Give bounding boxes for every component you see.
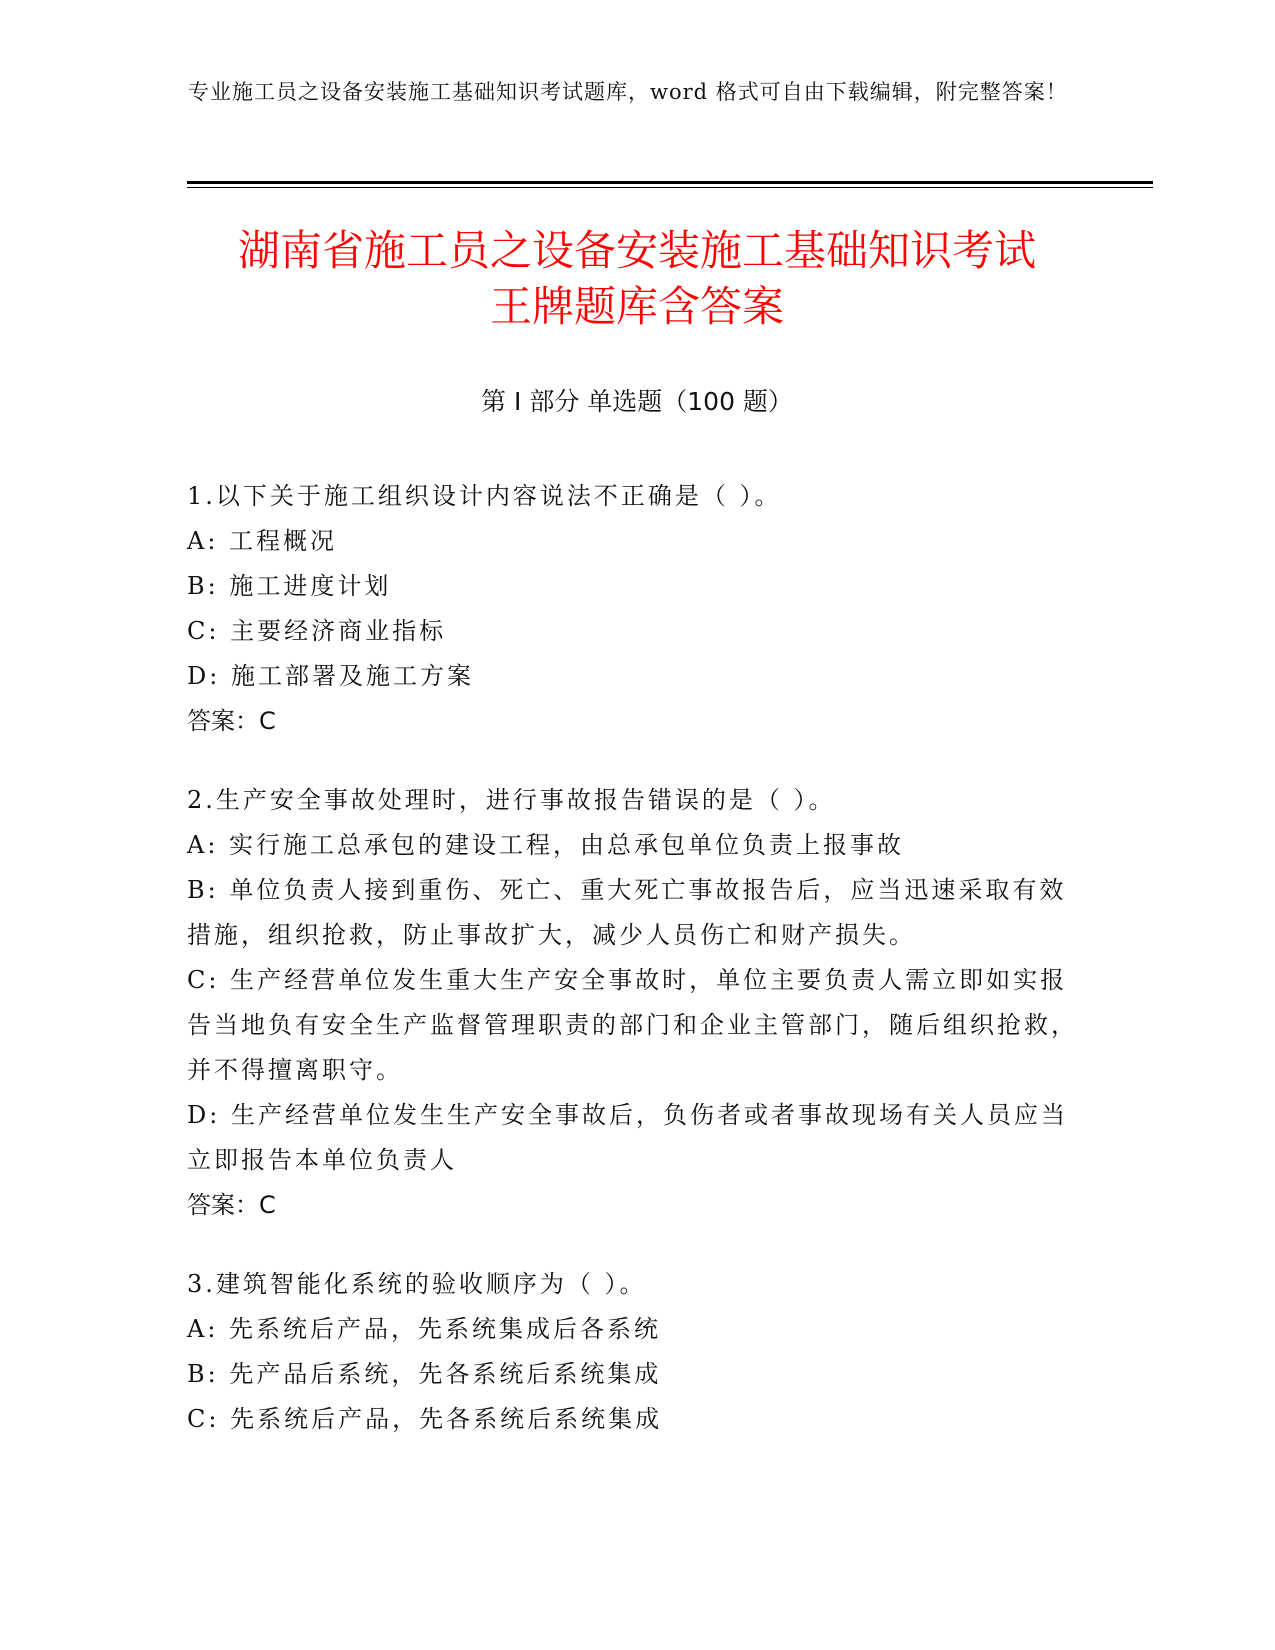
question-stem: 3.建筑智能化系统的验收顺序为（ ）。 [187,1270,647,1298]
answer: 答案：C [187,1191,276,1219]
option-c: C: 主要经济商业指标 [187,617,447,645]
question-stem: 1.以下关于施工组织设计内容说法不正确是（ ）。 [187,482,782,510]
question-list [187,474,1087,1476]
option-a: A: 实行施工总承包的建设工程，由总承包单位负责上报事故 [187,831,905,859]
option-d: D: 生产经营单位发生生产安全事故后，负伤者或者事故现场有关人员应当立即报告本单位负责人 [187,1101,1068,1174]
option-b: B: 施工进度计划 [187,572,392,600]
question-3 [187,1262,1087,1442]
option-c: C: 生产经营单位发生重大生产安全事故时，单位主要负责人需立即如实报告当地负有安全生产监督管理职责的部门和企业主管部门，随后组织抢救，并不得擅离职守。 [187,966,1078,1084]
header-rule-thin [187,187,1153,188]
section-heading: 第 I 部分 单选题（100 题） [481,387,793,416]
question-2 [187,778,1087,1228]
option-b: B: 单位负责人接到重伤、死亡、重大死亡事故报告后，应当迅速采取有效措施，组织抢救，防止事故扩大，减少人员伤亡和财产损失。 [187,876,1067,949]
question-1 [187,474,1087,744]
option-b: B: 先产品后系统，先各系统后系统集成 [187,1360,662,1388]
option-a: A: 工程概况 [187,527,338,555]
option-d: D: 施工部署及施工方案 [187,662,474,690]
option-c: C: 先系统后产品，先各系统后系统集成 [187,1405,663,1433]
header-rule-thick [187,181,1153,184]
header-note: 专业施工员之设备安装施工基础知识考试题库，word 格式可自由下载编辑，附完整答案！ [188,80,1068,104]
option-a: A: 先系统后产品，先系统集成后各系统 [187,1315,662,1343]
answer: 答案：C [187,707,276,735]
question-stem: 2.生产安全事故处理时，进行事故报告错误的是（ ）。 [187,786,836,814]
document-title-line-1: 湖南省施工员之设备安装施工基础知识考试 [237,226,1036,275]
document-title-line-2: 王牌题库含答案 [489,282,784,331]
document-title [187,223,1087,335]
